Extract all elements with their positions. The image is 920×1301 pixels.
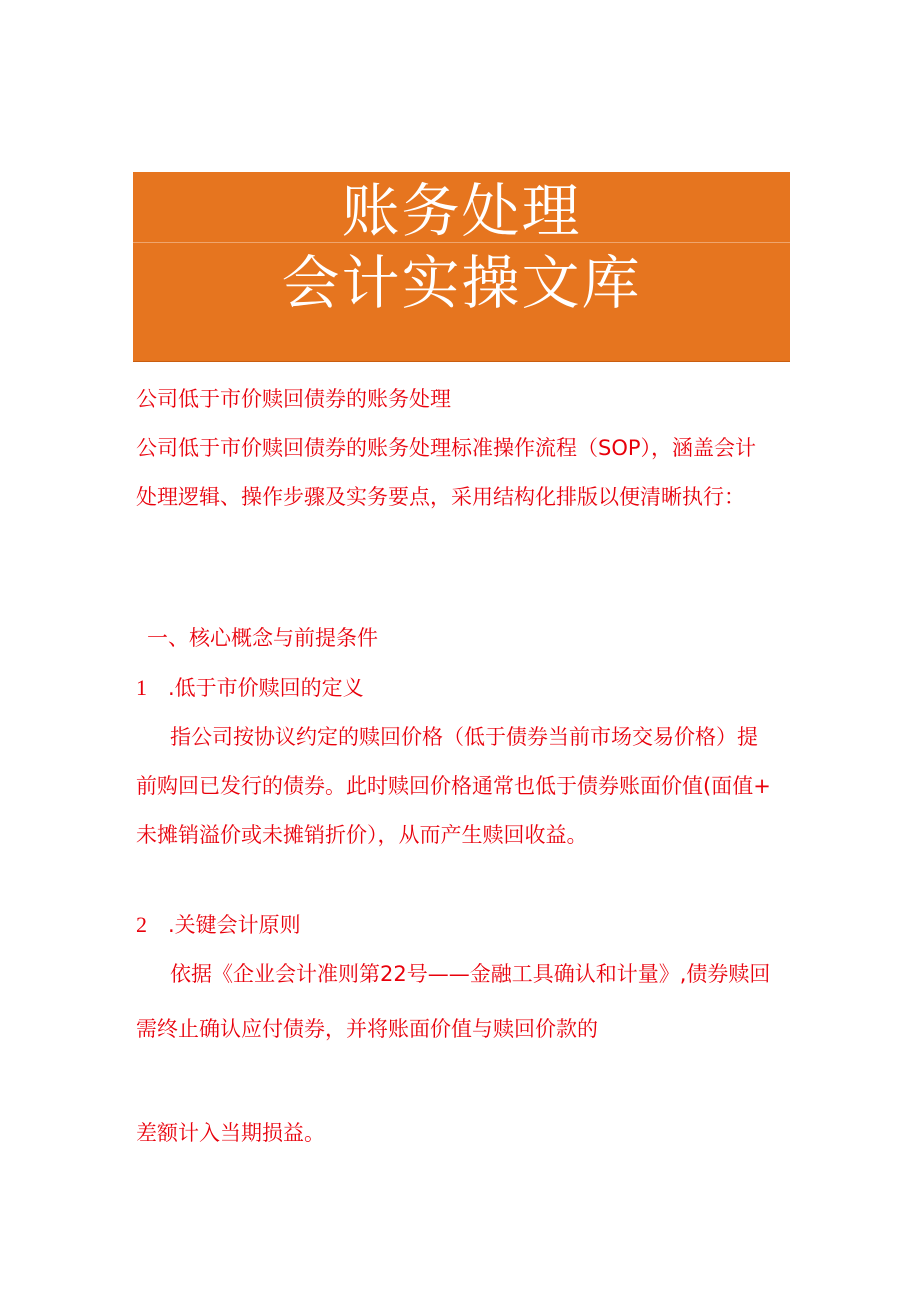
- subsection-1-heading: [136, 674, 364, 702]
- banner-title-line1: 账务处理: [341, 177, 582, 245]
- section-1-heading: 一、核心概念与前提条件: [147, 626, 378, 650]
- subsection-1-para-line-1: 指公司按协议约定的赎回价格（低于债券当前市场交易价格）提: [170, 725, 758, 749]
- subsection-1-title: .低于市价赎回的定义: [168, 676, 364, 700]
- intro-line-2: 处理逻辑、操作步骤及实务要点，采用结构化排版以便清晰执行：: [136, 485, 745, 509]
- subsection-2-para-line-1: 依据《企业会计准则第22号——金融工具确认和计量》,债券赎回: [170, 962, 771, 986]
- subsection-1-para-line-3: 未摊销溢价或未摊销折价），从而产生赎回收益。: [136, 823, 588, 847]
- subsection-2-para-line-2: 需终止确认应付债券，并将账面价值与赎回价款的: [136, 1017, 598, 1041]
- subsection-2-para-line-3: 差额计入当期损益。: [136, 1121, 325, 1145]
- subsection-2-heading: [136, 911, 301, 939]
- subsection-1-number: 1: [136, 675, 147, 700]
- subsection-2-title: .关键会计原则: [168, 913, 301, 937]
- intro-line-1: 公司低于市价赎回债券的账务处理标准操作流程（SOP），涵盖会计: [136, 436, 757, 460]
- banner-title-line2: 会计实操文库: [281, 249, 642, 317]
- subsection-1-para-line-2: 前购回已发行的债券。此时赎回价格通常也低于债券账面价值(面值+: [136, 774, 771, 798]
- document-title: 公司低于市价赎回债券的账务处理: [136, 387, 451, 411]
- subsection-2-number: 2: [136, 912, 147, 937]
